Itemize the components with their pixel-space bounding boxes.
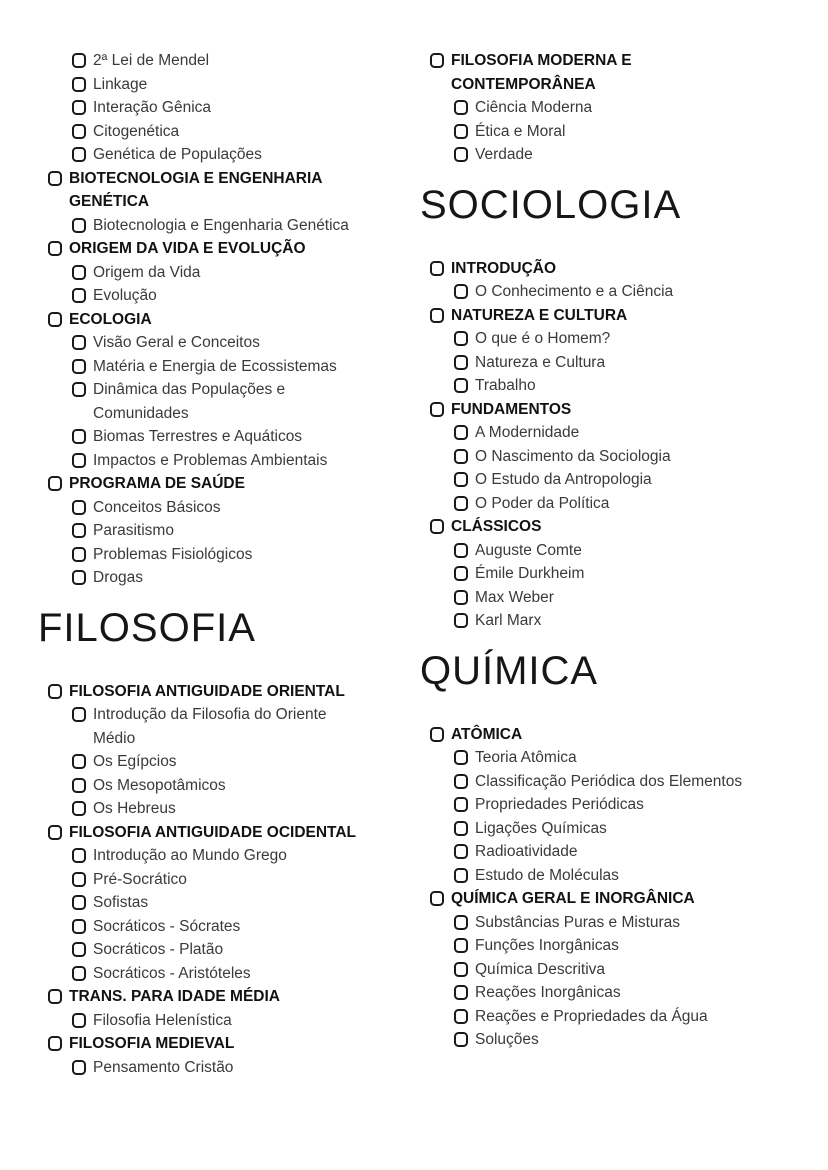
checklist-item-row [38, 49, 410, 73]
column-right [420, 49, 820, 1079]
checklist-section [38, 1032, 410, 1079]
item-label: Trabalho [475, 377, 536, 394]
checklist-item-row [38, 1056, 410, 1080]
checkbox-icon[interactable] [48, 825, 62, 840]
checkbox-icon[interactable] [72, 453, 86, 468]
checkbox-icon[interactable] [72, 848, 86, 863]
checklist-item-row [38, 844, 410, 868]
checklist-item-row [420, 911, 820, 935]
checkbox-icon[interactable] [72, 919, 86, 934]
checklist-item-row [38, 496, 410, 520]
checkbox-icon[interactable] [430, 402, 444, 417]
section-header-row [420, 49, 820, 96]
item-label: Émile Durkheim [475, 565, 585, 582]
checkbox-icon[interactable] [454, 962, 468, 977]
item-label: Matéria e Energia de Ecossistemas [93, 357, 337, 375]
section-header-row [38, 167, 410, 214]
item-label: Radioatividade [475, 843, 578, 860]
checkbox-icon[interactable] [454, 378, 468, 393]
checklist-item-row [38, 261, 410, 285]
checkbox-icon[interactable] [454, 124, 468, 139]
checkbox-icon[interactable] [454, 844, 468, 859]
checklist-item-row [38, 566, 410, 590]
checkbox-icon[interactable] [454, 566, 468, 581]
checklist-item-row [420, 586, 820, 610]
checkbox-icon[interactable] [72, 359, 86, 374]
checklist-section [38, 167, 410, 238]
checklist-item-row [420, 143, 820, 167]
checklist-item-row [420, 1005, 820, 1029]
item-label: Os Mesopotâmicos [93, 776, 226, 794]
checklist-item-row [38, 891, 410, 915]
checklist-item-row [420, 280, 820, 304]
subject-title-text: QUÍMICA [420, 648, 599, 693]
item-label: Dinâmica das Populações e Comunidades [93, 381, 286, 422]
checkbox-icon[interactable] [72, 778, 86, 793]
section-header-label: TRANS. PARA IDADE MÉDIA [69, 988, 280, 1005]
checkbox-icon[interactable] [454, 915, 468, 930]
checklist-section [420, 723, 820, 888]
checkbox-icon[interactable] [454, 425, 468, 440]
item-label: Os Egípcios [93, 753, 177, 770]
item-label: Classificação Periódica dos Elementos [475, 772, 743, 790]
item-label: Karl Marx [475, 612, 542, 629]
section-items [38, 261, 410, 308]
column-left [38, 49, 410, 1079]
item-label: Interação Gênica [93, 99, 212, 116]
checkbox-icon[interactable] [454, 1009, 468, 1024]
checklist-item-row [38, 797, 410, 821]
item-label: Ética e Moral [475, 122, 566, 140]
checkbox-icon[interactable] [454, 750, 468, 765]
checkbox-icon[interactable] [72, 265, 86, 280]
checkbox-icon[interactable] [72, 53, 86, 68]
section-items [38, 331, 410, 472]
checklist-item-row [420, 1028, 820, 1052]
item-label: Biomas Terrestres e Aquáticos [93, 428, 303, 445]
item-label: Reações e Propriedades da Água [475, 1007, 708, 1025]
section-items [38, 1009, 410, 1033]
item-label: 2ª Lei de Mendel [93, 52, 210, 69]
item-label: O Conhecimento e a Ciência [475, 283, 674, 300]
item-label: Estudo de Moléculas [475, 866, 619, 884]
checklist-section [420, 257, 820, 304]
checklist-item-row [420, 746, 820, 770]
checkbox-icon[interactable] [72, 942, 86, 957]
item-label: O Estudo da Antropologia [475, 471, 652, 488]
item-label: Substâncias Puras e Misturas [475, 913, 681, 931]
checkbox-icon[interactable] [72, 1060, 86, 1075]
checklist-item-row [38, 73, 410, 97]
checklist-section [38, 308, 410, 473]
checklist-item-row [38, 425, 410, 449]
checkbox-icon[interactable] [430, 891, 444, 906]
checklist-item-row [38, 96, 410, 120]
item-label: Impactos e Problemas Ambientais [93, 451, 328, 469]
item-label: Visão Geral e Conceitos [93, 334, 260, 351]
checkbox-icon[interactable] [48, 989, 62, 1004]
checklist-section [420, 887, 820, 1052]
checklist-section [38, 237, 410, 308]
checkbox-icon[interactable] [72, 500, 86, 515]
checklist-section [420, 304, 820, 398]
checkbox-icon[interactable] [48, 684, 62, 699]
checkbox-icon[interactable] [430, 727, 444, 742]
checklist-item-row [420, 468, 820, 492]
checkbox-icon[interactable] [72, 707, 86, 722]
checklist-item-row [38, 750, 410, 774]
checklist-item-row [38, 331, 410, 355]
item-label: Evolução [93, 287, 157, 304]
item-label: O que é o Homem? [475, 330, 611, 347]
section-header-row [38, 472, 410, 496]
checkbox-icon[interactable] [72, 218, 86, 233]
item-label: Socráticos - Sócrates [93, 917, 241, 935]
item-label: Teoria Atômica [475, 749, 577, 766]
checklist-item-row [38, 962, 410, 986]
item-label: Filosofia Helenística [93, 1011, 232, 1029]
item-label: O Nascimento da Sociologia [475, 447, 671, 465]
checklist-section [38, 821, 410, 986]
item-label: Introdução ao Mundo Grego [93, 847, 287, 864]
item-label: Funções Inorgânicas [475, 937, 619, 954]
checkbox-icon[interactable] [72, 801, 86, 816]
section-items [38, 496, 410, 590]
checkbox-icon[interactable] [72, 124, 86, 139]
checkbox-icon[interactable] [454, 613, 468, 628]
checkbox-icon[interactable] [72, 523, 86, 538]
checkbox-icon[interactable] [48, 476, 62, 491]
item-label: Sofistas [93, 894, 149, 911]
section-header-row [38, 1032, 410, 1056]
checkbox-icon[interactable] [454, 147, 468, 162]
checkbox-icon[interactable] [454, 938, 468, 953]
item-label: Os Hebreus [93, 800, 176, 817]
checkbox-icon[interactable] [454, 449, 468, 464]
section-header-label: ORIGEM DA VIDA E EVOLUÇÃO [69, 240, 306, 257]
item-label: Max Weber [475, 588, 554, 606]
checkbox-icon[interactable] [48, 1036, 62, 1051]
checklist-item-row [38, 915, 410, 939]
section-items [420, 421, 820, 515]
checklist-item-row [420, 770, 820, 794]
checkbox-icon[interactable] [454, 355, 468, 370]
item-label: Linkage [93, 75, 148, 93]
checklist-section [38, 680, 410, 821]
checklist-item-row [420, 793, 820, 817]
checklist-section [420, 49, 820, 167]
section-header-label: QUÍMICA GERAL E INORGÂNICA [451, 890, 695, 907]
section-items [420, 327, 820, 398]
subject-title-text: FILOSOFIA [38, 605, 256, 650]
checklist-item-row [38, 703, 410, 750]
section-items [38, 49, 410, 167]
checkbox-icon[interactable] [72, 288, 86, 303]
item-label: Biotecnologia e Engenharia Genética [93, 216, 349, 234]
checkbox-icon[interactable] [72, 570, 86, 585]
checkbox-icon[interactable] [72, 966, 86, 981]
section-items [38, 1056, 410, 1080]
item-label: Química Descritiva [475, 960, 606, 978]
section-header-label: PROGRAMA DE SAÚDE [69, 475, 245, 492]
section-header-row [420, 304, 820, 328]
section-items [420, 539, 820, 633]
checkbox-icon[interactable] [72, 895, 86, 910]
checklist-item-row [38, 355, 410, 379]
section-header-label: BIOTECNOLOGIA E ENGENHARIA GENÉTICA [69, 169, 322, 210]
subject-title [420, 182, 820, 227]
section-header-label: FILOSOFIA ANTIGUIDADE OCIDENTAL [69, 823, 357, 841]
section-header-row [38, 821, 410, 845]
section-items [38, 214, 410, 238]
section-header-row [420, 257, 820, 281]
checkbox-icon[interactable] [72, 100, 86, 115]
item-label: Socráticos - Platão [93, 941, 224, 958]
item-label: Soluções [475, 1031, 539, 1048]
checklist-item-row [38, 938, 410, 962]
checklist-item-row [38, 1009, 410, 1033]
checkbox-icon[interactable] [454, 331, 468, 346]
checklist-item-row [420, 539, 820, 563]
section-header-row [420, 887, 820, 911]
checkbox-icon[interactable] [72, 147, 86, 162]
checkbox-icon[interactable] [72, 754, 86, 769]
section-header-row [420, 723, 820, 747]
item-label: Ligações Químicas [475, 819, 607, 837]
item-label: Reações Inorgânicas [475, 984, 621, 1001]
checklist-item-row [420, 864, 820, 888]
checklist-item-row [38, 120, 410, 144]
checklist-section [38, 49, 410, 167]
item-label: Genética de Populações [93, 146, 262, 163]
item-label: Origem da Vida [93, 263, 201, 281]
section-items [420, 746, 820, 887]
checklist-item-row [420, 981, 820, 1005]
checkbox-icon[interactable] [454, 868, 468, 883]
checkbox-icon[interactable] [454, 1032, 468, 1047]
checklist-item-row [420, 421, 820, 445]
checklist-item-row [420, 562, 820, 586]
checklist-item-row [38, 449, 410, 473]
checklist-item-row [38, 378, 410, 425]
section-header-label: FILOSOFIA MODERNA E CONTEMPORÂNEA [451, 52, 632, 93]
checklist-item-row [38, 868, 410, 892]
checkbox-icon[interactable] [454, 797, 468, 812]
section-header-label: FILOSOFIA ANTIGUIDADE ORIENTAL [69, 682, 345, 700]
checkbox-icon[interactable] [72, 547, 86, 562]
section-header-label: FILOSOFIA MEDIEVAL [69, 1035, 235, 1052]
checkbox-icon[interactable] [454, 821, 468, 836]
item-label: Auguste Comte [475, 541, 582, 559]
section-items [420, 280, 820, 304]
section-header-row [38, 308, 410, 332]
checkbox-icon[interactable] [454, 284, 468, 299]
section-items [420, 96, 820, 167]
item-label: Socráticos - Aristóteles [93, 964, 251, 982]
checklist-item-row [420, 934, 820, 958]
checklist-item-row [38, 143, 410, 167]
checklist-item-row [420, 958, 820, 982]
section-header-row [38, 237, 410, 261]
checkbox-icon[interactable] [72, 77, 86, 92]
item-label: Citogenética [93, 122, 180, 140]
checkbox-icon[interactable] [430, 308, 444, 323]
item-label: Problemas Fisiológicos [93, 545, 253, 563]
item-label: Drogas [93, 569, 143, 586]
checklist-item-row [38, 774, 410, 798]
checkbox-icon[interactable] [430, 261, 444, 276]
section-header-label: CLÁSSICOS [451, 518, 542, 535]
checkbox-icon[interactable] [72, 872, 86, 887]
checklist-item-row [420, 96, 820, 120]
item-label: O Poder da Política [475, 494, 610, 512]
checklist-item-row [420, 609, 820, 633]
checkbox-icon[interactable] [454, 100, 468, 115]
checklist-item-row [420, 840, 820, 864]
section-header-row [420, 515, 820, 539]
item-label: Verdade [475, 146, 533, 163]
checklist-item-row [420, 445, 820, 469]
section-header-row [38, 985, 410, 1009]
subject-title [38, 605, 410, 650]
checkbox-icon[interactable] [454, 472, 468, 487]
checklist-item-row [38, 284, 410, 308]
checklist-section [420, 515, 820, 633]
checkbox-icon[interactable] [72, 335, 86, 350]
subject-title-text: SOCIOLOGIA [420, 182, 682, 227]
checklist-section [38, 985, 410, 1032]
section-items [38, 844, 410, 985]
checklist-section [420, 398, 820, 516]
checklist-item-row [38, 214, 410, 238]
checklist-item-row [420, 492, 820, 516]
checkbox-icon[interactable] [454, 543, 468, 558]
section-header-row [420, 398, 820, 422]
subject-title [420, 648, 820, 693]
checklist-item-row [38, 543, 410, 567]
checklist-item-row [420, 327, 820, 351]
item-label: Conceitos Básicos [93, 498, 221, 516]
checkbox-icon[interactable] [48, 312, 62, 327]
checklist-item-row [420, 817, 820, 841]
section-header-label: NATUREZA E CULTURA [451, 306, 628, 324]
item-label: Pensamento Cristão [93, 1058, 234, 1076]
checkbox-icon[interactable] [72, 1013, 86, 1028]
checklist-item-row [38, 519, 410, 543]
section-header-label: ECOLOGIA [69, 310, 152, 328]
checkbox-icon[interactable] [48, 241, 62, 256]
checklist-item-row [420, 374, 820, 398]
item-label: A Modernidade [475, 424, 580, 441]
section-items [420, 911, 820, 1052]
checkbox-icon[interactable] [454, 985, 468, 1000]
checkbox-icon[interactable] [454, 590, 468, 605]
section-header-row [38, 680, 410, 704]
section-header-label: FUNDAMENTOS [451, 400, 572, 418]
checkbox-icon[interactable] [72, 429, 86, 444]
checkbox-icon[interactable] [48, 171, 62, 186]
section-header-label: INTRODUÇÃO [451, 259, 557, 277]
item-label: Pré-Socrático [93, 870, 187, 888]
checklist-item-row [420, 120, 820, 144]
checkbox-icon[interactable] [430, 53, 444, 68]
item-label: Introdução da Filosofia do Oriente Médio [93, 706, 327, 747]
checkbox-icon[interactable] [454, 496, 468, 511]
item-label: Propriedades Periódicas [475, 796, 644, 813]
checkbox-icon[interactable] [430, 519, 444, 534]
section-header-label: ATÔMICA [451, 725, 523, 743]
item-label: Parasitismo [93, 522, 174, 539]
item-label: Natureza e Cultura [475, 353, 606, 371]
section-items [38, 703, 410, 821]
checklist-section [38, 472, 410, 590]
checkbox-icon[interactable] [72, 382, 86, 397]
item-label: Ciência Moderna [475, 99, 593, 116]
checkbox-icon[interactable] [454, 774, 468, 789]
checklist-item-row [420, 351, 820, 375]
